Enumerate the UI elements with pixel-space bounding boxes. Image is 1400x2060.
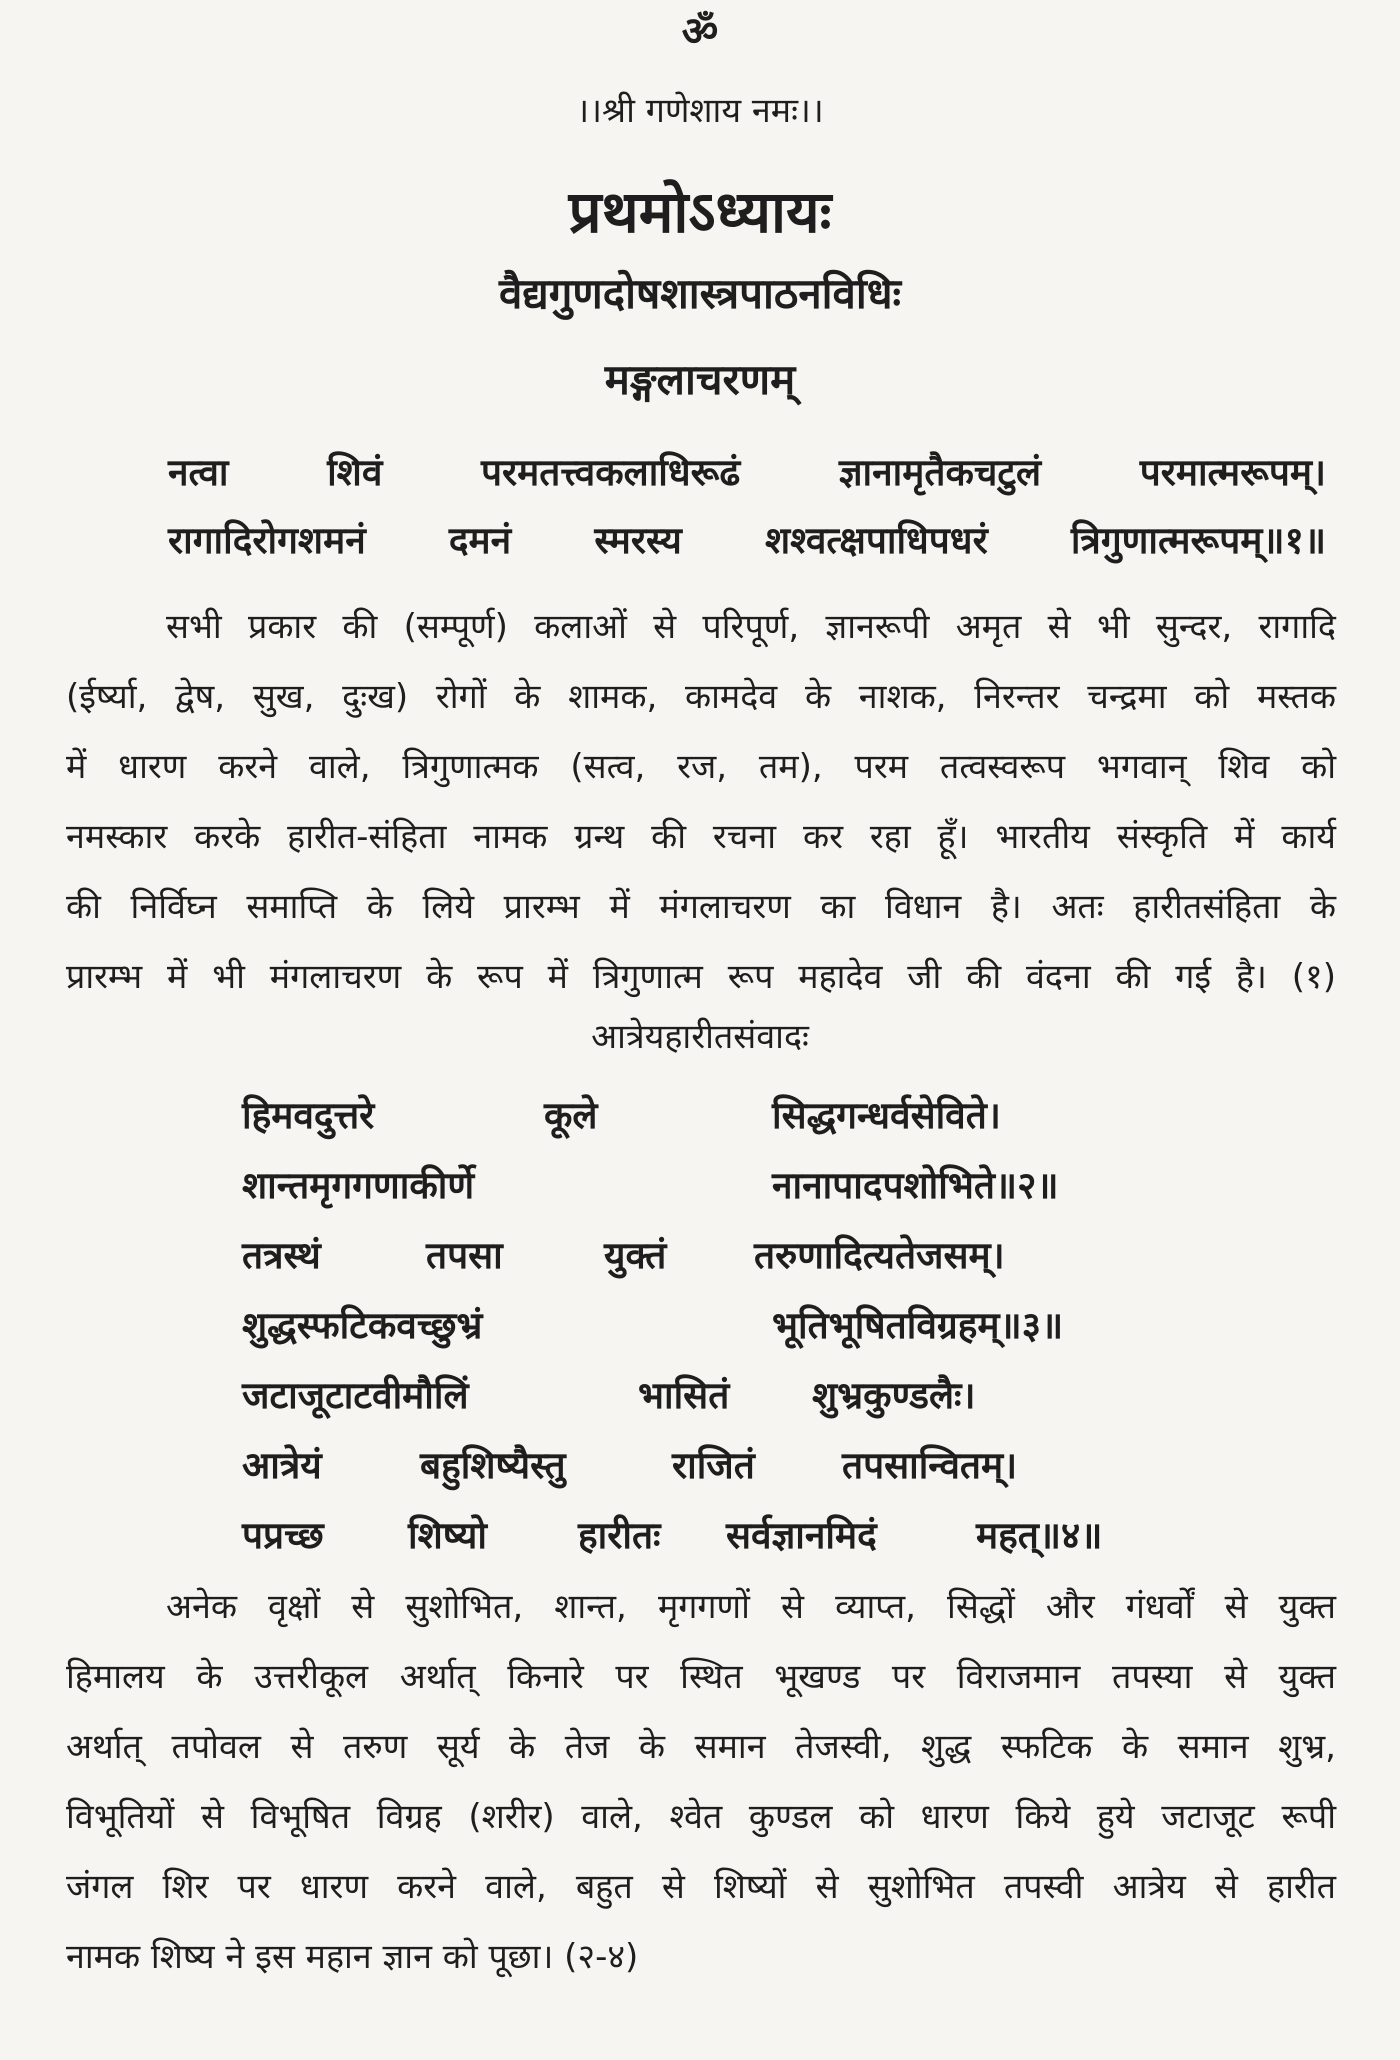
shloka-word: तपसान्वितम्। xyxy=(842,1444,1018,1487)
shloka-word: शिष्यो xyxy=(408,1514,487,1557)
chapter-subtitle: वैद्यगुणदोषशास्त्रपाठनविधिः xyxy=(498,269,902,318)
verse-1-line-1: नत्वा शिवं परमतत्त्वकलाधिरूढं ज्ञानामृतैकचटुलं परमात्मरूपम्। xyxy=(168,451,1326,494)
shloka-word: युक्तं xyxy=(604,1234,667,1277)
shloka-word: हिमवदुत्तरे xyxy=(242,1094,375,1137)
shloka-word: शान्तमृगगणाकीर्णे xyxy=(242,1164,475,1207)
commentary-1-line: में धारण करने वाले, त्रिगुणात्मक (सत्व, रज, तम), परम तत्वस्वरूप भगवान् शिव को xyxy=(66,747,1336,787)
shloka-word: सिद्धगन्धर्वसेविते। xyxy=(772,1094,1001,1137)
shloka-word: हारीतः xyxy=(578,1514,661,1557)
shloka-word: भूतिभूषितविग्रहम्॥३॥ xyxy=(772,1304,1064,1347)
commentary-1-line: सभी प्रकार की (सम्पूर्ण) कलाओं से परिपूर्ण, ज्ञानरूपी अमृत से भी सुन्दर, रागादि xyxy=(166,607,1336,647)
shloka-word: तपसा xyxy=(426,1234,503,1277)
shloka-word: पप्रच्छ xyxy=(242,1514,324,1557)
shloka-word: आत्रेयं xyxy=(242,1444,322,1487)
shloka-word: भासितं xyxy=(638,1374,730,1417)
commentary-1-line: की निर्विघ्न समाप्ति के लिये प्रारम्भ में मंगलाचरण का विधान है। अतः हारीतसंहिता के xyxy=(66,887,1336,927)
shloka-word: बहुशिष्यैस्तु xyxy=(420,1444,566,1487)
commentary-2-line: जंगल शिर पर धारण करने वाले, बहुत से शिष्यों से सुशोभित तपस्वी आत्रेय से हारीत xyxy=(66,1867,1336,1907)
dialogue-subheading: आत्रेयहारीतसंवादः xyxy=(591,1017,809,1057)
commentary-1-line: नमस्कार करके हारीत-संहिता नामक ग्रन्थ की रचना कर रहा हूँ। भारतीय संस्कृति में कार्य xyxy=(66,817,1336,857)
shloka-word: शुद्धस्फटिकवच्छुभ्रं xyxy=(242,1304,483,1347)
commentary-2-line: अर्थात् तपोवल से तरुण सूर्य के तेज के समान तेजस्वी, शुद्ध स्फटिक के समान शुभ्र, xyxy=(66,1727,1336,1767)
shloka-word: शुभ्रकुण्डलैः। xyxy=(812,1374,976,1417)
commentary-1-line: प्रारम्भ में भी मंगलाचरण के रूप में त्रिगुणात्म रूप महादेव जी की वंदना की गई है। (१) xyxy=(66,957,1336,997)
commentary-2-line: हिमालय के उत्तरीकूल अर्थात् किनारे पर स्थित भूखण्ड पर विराजमान तपस्या से युक्त xyxy=(66,1657,1336,1697)
shloka-word: राजितं xyxy=(672,1444,755,1487)
commentary-2-line: विभूतियों से विभूषित विग्रह (शरीर) वाले, श्वेत कुण्डल को धारण किये हुये जटाजूट रूपी xyxy=(66,1797,1336,1837)
commentary-2 xyxy=(66,1572,1336,1992)
om-symbol: ॐ xyxy=(681,9,719,55)
shloka-word: कूले xyxy=(544,1094,598,1137)
verse-1-line-2: रागादिरोगशमनं दमनं स्मरस्य शश्वत्क्षपाधिपधरं त्रिगुणात्मरूपम्॥१॥ xyxy=(168,519,1326,562)
shloka-word: महत्॥४॥ xyxy=(976,1514,1103,1557)
shloka-word: तत्रस्थं xyxy=(242,1234,321,1277)
commentary-2-line: अनेक वृक्षों से सुशोभित, शान्त, मृगगणों से व्याप्त, सिद्धों और गंधर्वों से युक्त xyxy=(166,1587,1336,1627)
commentary-1-line: (ईर्ष्या, द्वेष, सुख, दुःख) रोगों के शामक, कामदेव के नाशक, निरन्तर चन्द्रमा को मस्तक xyxy=(66,677,1336,717)
shloka-word: तरुणादित्यतेजसम्। xyxy=(754,1234,1005,1277)
commentary-1 xyxy=(66,592,1336,1012)
section-title: मङ्गलाचरणम् xyxy=(604,355,796,404)
chapter-title: प्रथमोऽध्यायः xyxy=(568,178,832,246)
invocation-line: ।।श्री गणेशाय नमः।। xyxy=(576,91,824,131)
shloka-word: नानापादपशोभिते॥२॥ xyxy=(772,1164,1059,1207)
shloka-word: जटाजूटाटवीमौलिं xyxy=(242,1374,469,1417)
shloka-word: सर्वज्ञानमिदं xyxy=(726,1514,877,1557)
commentary-2-line: नामक शिष्य ने इस महान ज्ञान को पूछा। (२-४) xyxy=(66,1937,639,1977)
